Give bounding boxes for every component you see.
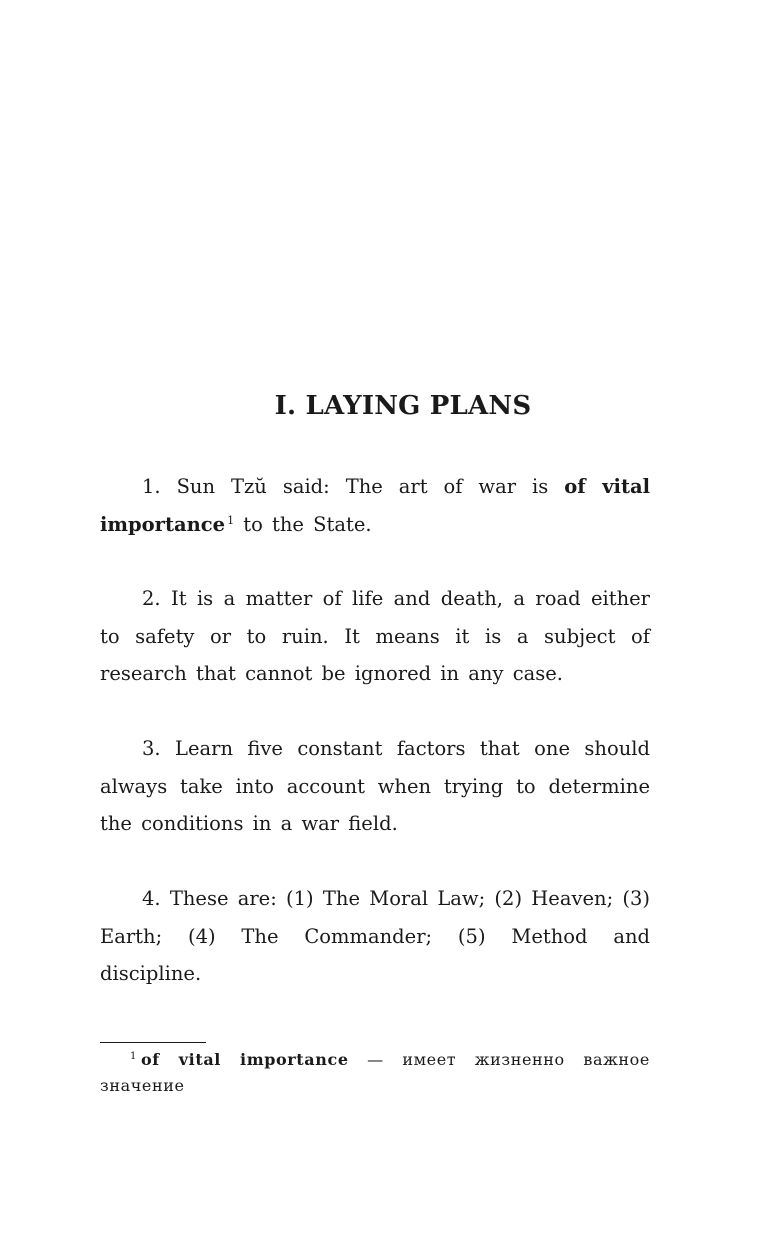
chapter-title [0, 388, 768, 424]
footnote-definition: — имеет жизненно важное значение [100, 1050, 650, 1095]
paragraph-4: 4. These are: (1) The Moral Law; (2) Heaven; (3) Earth; (4) The Commander; (5) Method and discipline. [100, 887, 650, 985]
footnote-divider [100, 1042, 206, 1043]
paragraph-2: 2. It is a matter of life and death, a road either to safety or to ruin. It means it is a subject of research that cannot be ignored in any case. [100, 587, 650, 685]
footnote-reference[interactable]: 1 [227, 513, 235, 527]
glossed-term: of vital importance [100, 475, 650, 536]
paragraph-1-text-start: 1. Sun Tzŭ said: The art of war is [142, 475, 565, 498]
footnote-marker: 1 [130, 1051, 137, 1062]
footnote [100, 1047, 650, 1099]
paragraph-1-text-end: to the State. [234, 512, 372, 536]
chapter-title-text: I. LAYING PLANS [274, 391, 532, 421]
paragraph-3: 3. Learn five constant factors that one should always take into account when trying to determine the conditions in a war field. [100, 737, 650, 835]
footnote-term: of vital importance [140, 1050, 349, 1069]
paragraph-1 [100, 468, 650, 543]
